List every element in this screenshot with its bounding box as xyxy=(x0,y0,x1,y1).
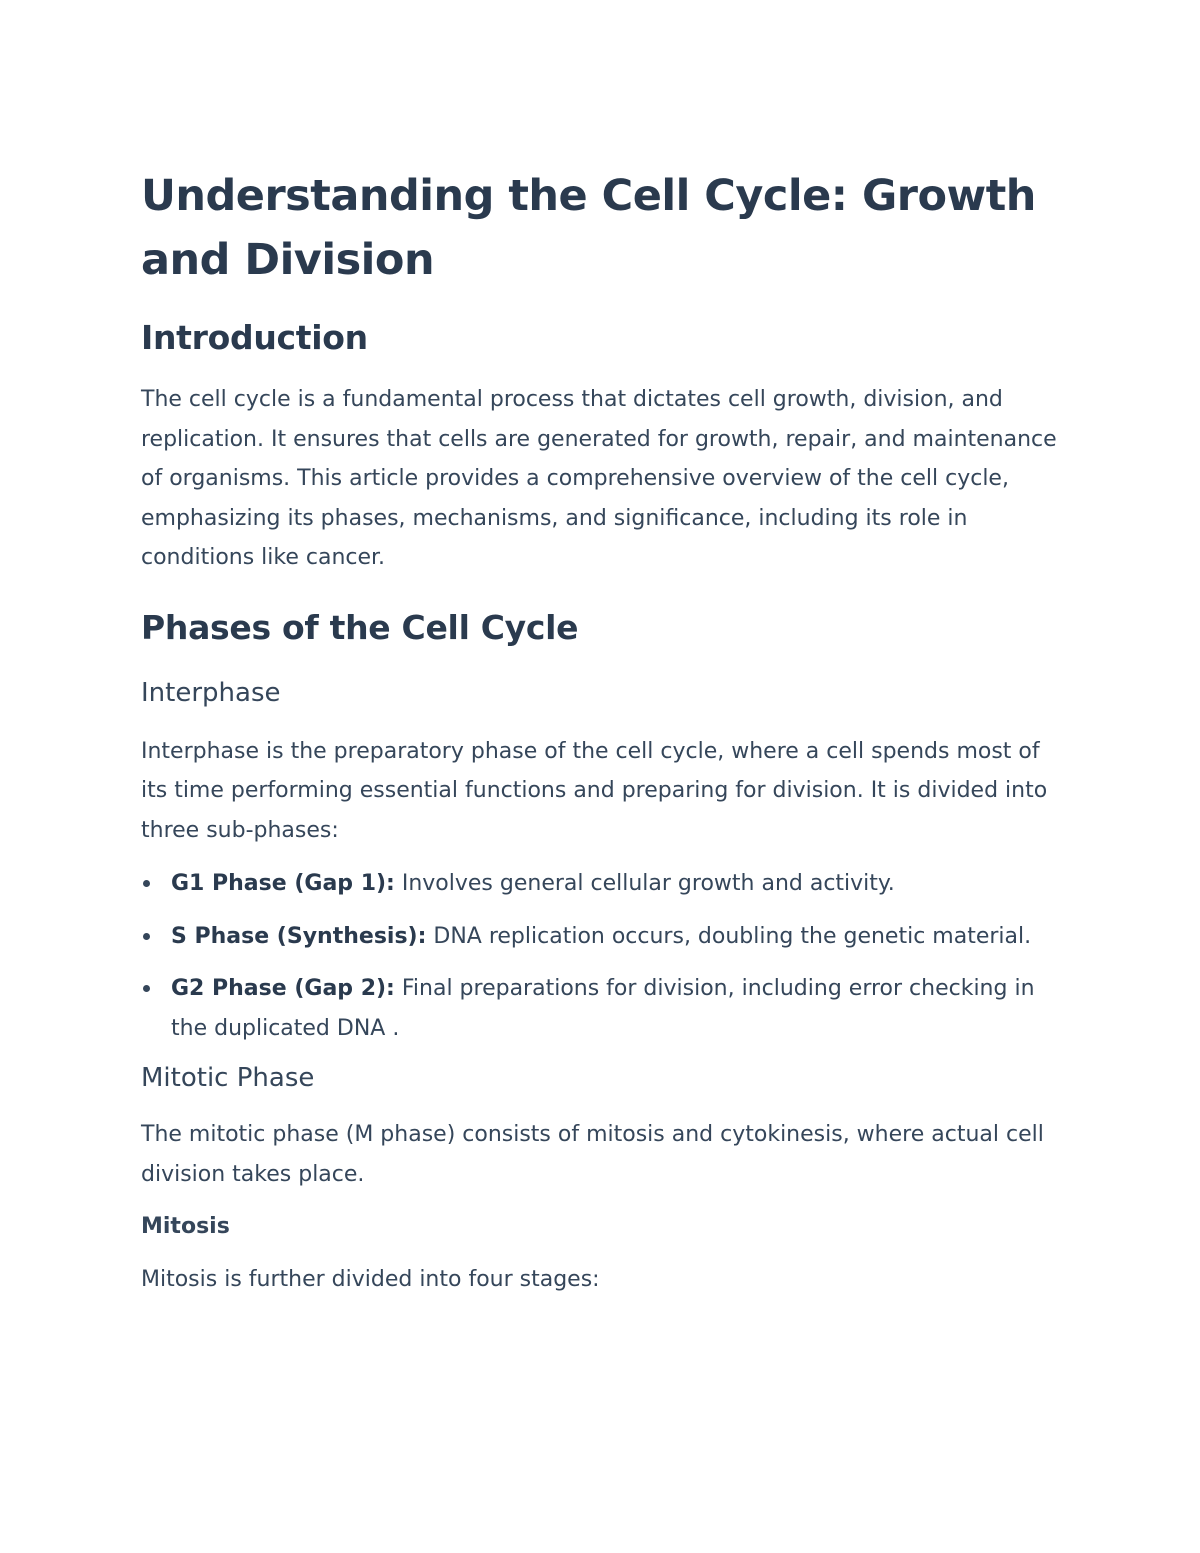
interphase-paragraph: Interphase is the preparatory phase of the cell cycle, where a cell spends most of its time performing essential functions and preparing for division. It is divided into three sub-phases: xyxy=(141,738,1048,843)
list-item-term: G2 Phase (Gap 2): xyxy=(171,976,395,1001)
phases-heading: Phases of the Cell Cycle xyxy=(141,607,579,647)
list-item-description: DNA replication occurs, doubling the genetic material. xyxy=(426,923,1032,949)
list-item-term: S Phase (Synthesis): xyxy=(171,923,427,949)
introduction-paragraph: The cell cycle is a fundamental process that dictates cell growth, division, and replication. It ensures that cells are generated for growth, repair, and maintenance of organisms. This article provides a comprehensive overview of the cell cycle, emphasizing its phases, mechanisms, and significance, including its role in conditions like cancer. xyxy=(141,387,1057,570)
document-page xyxy=(141,160,1071,1300)
list-item-description: Involves general cellular growth and activity. xyxy=(394,871,895,896)
bullet-icon xyxy=(143,985,150,992)
list-item-term: G1 Phase (Gap 1): xyxy=(171,871,395,896)
subphase-list xyxy=(141,864,1071,1048)
list-item xyxy=(141,917,1071,957)
mitosis-heading: Mitosis xyxy=(141,1214,230,1239)
bullet-icon xyxy=(143,880,150,887)
interphase-heading: Interphase xyxy=(141,677,281,708)
introduction-heading: Introduction xyxy=(141,318,368,357)
mitosis-paragraph: Mitosis is further divided into four stages: xyxy=(141,1267,600,1292)
mitotic-phase-heading: Mitotic Phase xyxy=(141,1063,315,1093)
list-item-description: Final preparations for division, including error checking in the duplicated DNA . xyxy=(171,976,1035,1041)
list-item xyxy=(141,969,1071,1048)
bullet-icon xyxy=(143,933,150,940)
mitotic-phase-paragraph: The mitotic phase (M phase) consists of mitosis and cytokinesis, where actual cell division takes place. xyxy=(141,1122,1044,1187)
list-item xyxy=(141,864,1071,904)
page-title: Understanding the Cell Cycle: Growth and Division xyxy=(141,171,1036,285)
